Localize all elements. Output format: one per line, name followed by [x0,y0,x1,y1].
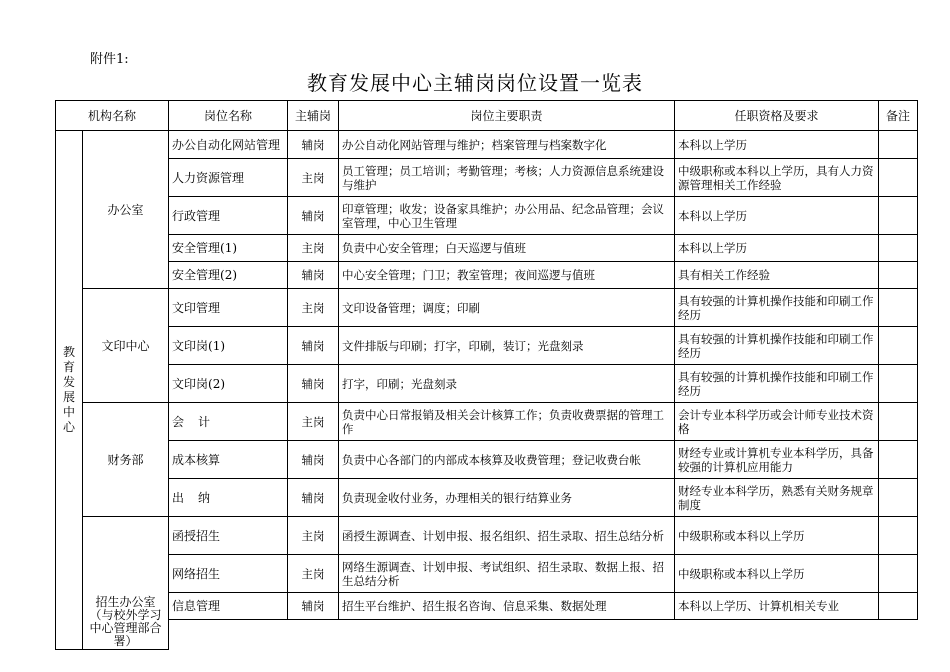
type-cell: 辅岗 [288,365,339,403]
position-cell: 会计 [169,403,288,441]
position-cell: 出纳 [169,479,288,517]
duties-cell: 中心安全管理；门卫；教室管理；夜间巡逻与值班 [339,262,675,289]
table-row [56,365,918,403]
type-cell: 辅岗 [288,262,339,289]
remarks-cell [879,159,918,197]
header-org: 机构名称 [56,101,169,131]
remarks-cell [879,289,918,327]
table-row [56,593,918,620]
table-row [56,555,918,593]
duties-cell: 函授生源调查、计划申报、报名组织、招生录取、招生总结分析 [339,517,675,555]
remarks-cell [879,593,918,620]
type-cell: 辅岗 [288,479,339,517]
duties-cell: 打字，印刷；光盘刻录 [339,365,675,403]
dept-office: 办公室 [83,131,169,289]
duties-cell: 文件排版与印刷；打字，印刷，装订；光盘刻录 [339,327,675,365]
page-title: 教育发展中心主辅岗岗位设置一览表 [307,71,643,95]
header-type: 主辅岗 [288,101,339,131]
remarks-cell [879,441,918,479]
position-cell: 网络招生 [169,555,288,593]
type-cell: 主岗 [288,403,339,441]
type-cell: 辅岗 [288,441,339,479]
requirements-cell: 本科以上学历 [675,197,879,235]
requirements-cell: 本科以上学历 [675,131,879,159]
position-cell: 函授招生 [169,517,288,555]
header-requirements: 任职资格及要求 [675,101,879,131]
table-row [56,197,918,235]
attachment-label: 附件1: [90,52,129,67]
remarks-cell [879,479,918,517]
remarks-cell [879,555,918,593]
duties-cell: 印章管理；收发；设备家具维护；办公用品、纪念品管理；会议室管理，中心卫生管理 [339,197,675,235]
position-cell: 信息管理 [169,593,288,620]
requirements-cell: 财经专业本科学历，熟悉有关财务规章制度 [675,479,879,517]
positions-table [55,100,918,650]
type-cell: 辅岗 [288,131,339,159]
org-name: 教育发展中心 [63,345,76,434]
type-cell: 主岗 [288,235,339,262]
duties-cell: 办公自动化网站管理与维护；档案管理与档案数字化 [339,131,675,159]
type-cell: 主岗 [288,517,339,555]
org-name-cell [56,131,83,650]
remarks-cell [879,327,918,365]
duties-cell: 负责中心各部门的内部成本核算及收费管理；登记收费台帐 [339,441,675,479]
duties-cell: 文印设备管理；调度；印刷 [339,289,675,327]
requirements-cell: 具有较强的计算机操作技能和印刷工作经历 [675,327,879,365]
position-cell: 文印管理 [169,289,288,327]
table-row [56,235,918,262]
position-cell: 安全管理(1) [169,235,288,262]
position-cell: 文印岗(1) [169,327,288,365]
position-cell: 办公自动化网站管理 [169,131,288,159]
table-row [56,289,918,327]
position-cell: 文印岗(2) [169,365,288,403]
dept-print-center: 文印中心 [83,289,169,403]
type-cell: 主岗 [288,159,339,197]
requirements-cell: 本科以上学历、计算机相关专业 [675,593,879,620]
header-duties: 岗位主要职责 [339,101,675,131]
remarks-cell [879,262,918,289]
table-row [56,517,918,555]
requirements-cell: 中级职称或本科以上学历，具有人力资源管理相关工作经验 [675,159,879,197]
table-row [56,441,918,479]
remarks-cell [879,235,918,262]
type-cell: 主岗 [288,289,339,327]
duties-cell: 负责中心安全管理；白天巡逻与值班 [339,235,675,262]
position-cell: 行政管理 [169,197,288,235]
table-row [56,403,918,441]
remarks-cell [879,131,918,159]
remarks-cell [879,403,918,441]
requirements-cell: 中级职称或本科以上学历 [675,517,879,555]
requirements-cell: 具有相关工作经验 [675,262,879,289]
position-cell: 安全管理(2) [169,262,288,289]
table-row [56,479,918,517]
header-remarks: 备注 [879,101,918,131]
type-cell: 辅岗 [288,327,339,365]
remarks-cell [879,517,918,555]
type-cell: 主岗 [288,555,339,593]
requirements-cell: 本科以上学历 [675,235,879,262]
duties-cell: 网络生源调查、计划申报、考试组织、招生录取、数据上报、招生总结分析 [339,555,675,593]
table-row [56,262,918,289]
table-row [56,327,918,365]
header-row [56,101,918,131]
dept-finance: 财务部 [83,403,169,517]
duties-cell: 员工管理；员工培训；考勤管理；考核；人力资源信息系统建设与维护 [339,159,675,197]
remarks-cell [879,197,918,235]
requirements-cell: 具有较强的计算机操作技能和印刷工作经历 [675,289,879,327]
duties-cell: 招生平台维护、招生报名咨询、信息采集、数据处理 [339,593,675,620]
position-cell: 人力资源管理 [169,159,288,197]
table-row [56,159,918,197]
requirements-cell: 会计专业本科学历或会计师专业技术资格 [675,403,879,441]
dept-admissions: 招生办公室（与校外学习中心管理部合署） [83,517,169,650]
requirements-cell: 中级职称或本科以上学历 [675,555,879,593]
header-position: 岗位名称 [169,101,288,131]
table-row-spacer [56,620,918,650]
type-cell: 辅岗 [288,197,339,235]
position-cell: 成本核算 [169,441,288,479]
type-cell: 辅岗 [288,593,339,620]
table-row [56,131,918,159]
duties-cell: 负责中心日常报销及相关会计核算工作；负责收费票据的管理工作 [339,403,675,441]
requirements-cell: 财经专业或计算机专业本科学历，具备较强的计算机应用能力 [675,441,879,479]
remarks-cell [879,365,918,403]
duties-cell: 负责现金收付业务，办理相关的银行结算业务 [339,479,675,517]
requirements-cell: 具有较强的计算机操作技能和印刷工作经历 [675,365,879,403]
